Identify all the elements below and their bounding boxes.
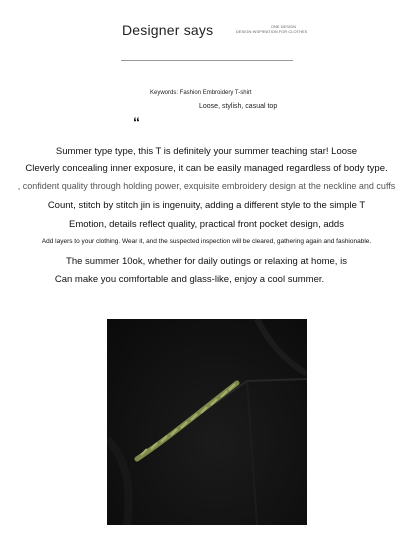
title-divider (121, 60, 293, 61)
paragraph-line-4: Count, stitch by stitch jin is ingenuity, adding a different style to the simple T (47, 200, 366, 211)
brand-line-2: DESIGN INSPIRATION FOR CLOTHES (236, 29, 308, 34)
keywords-subline: Loose, stylish, casual top (199, 103, 278, 110)
paragraph-line-3: , confident quality through holding power, exquisite embroidery design at the neckline and cuffs (17, 181, 396, 191)
brand-mark (236, 24, 308, 34)
paragraph-line-8: Can make you comfortable and glass-like, enjoy a cool summer. (54, 274, 325, 285)
quote-mark: “ (133, 114, 140, 130)
brand-line-1: ONE DESIGN (270, 24, 296, 29)
paragraph-line-1: Summer type type, this T is definitely your summer teaching star! Loose (55, 146, 358, 157)
product-detail-photo (107, 319, 307, 525)
paragraph-line-5: Emotion, details reflect quality, practical front pocket design, adds (69, 219, 344, 230)
keywords-line: Keywords: Fashion Embroidery T-shirt (150, 90, 252, 96)
page-title: Designer says (122, 22, 214, 38)
pocket-embroidery-illustration (107, 319, 307, 525)
paragraph-line-6: Add layers to your clothing. Wear it, and the suspected inspection will be cleared, gathering again and fashionable. (41, 238, 372, 245)
paragraph-line-2: Cleverly concealing inner exposure, it can be easily managed regardless of body type. (25, 163, 388, 174)
paragraph-line-7: The summer 10ok, whether for daily outings or relaxing at home, is (66, 256, 347, 267)
